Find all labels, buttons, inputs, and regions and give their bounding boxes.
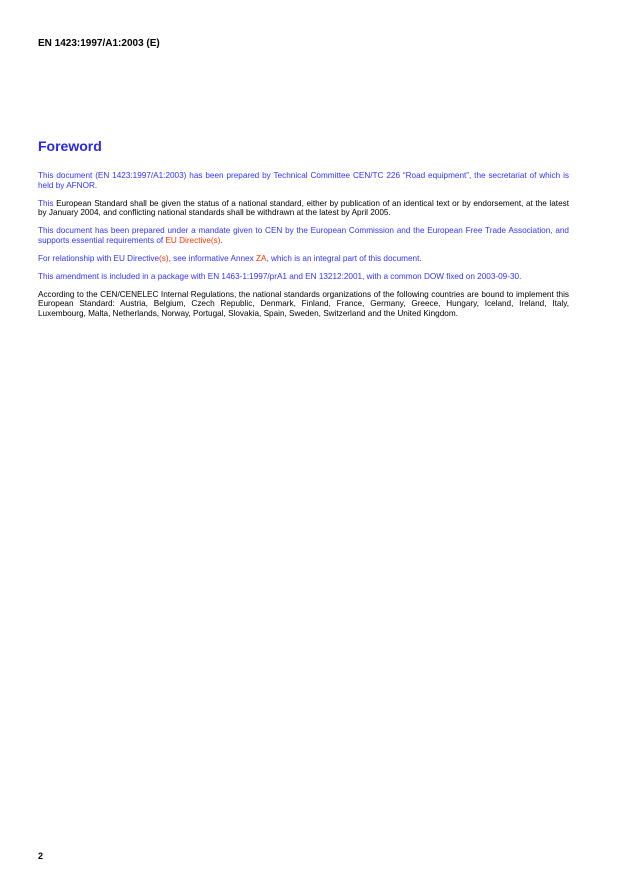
paragraph-amendment: This amendment is included in a package with EN 1463-1:1997/prA1 and EN 13212:2001, with a common DOW fixed on 2003-09-30.: [38, 271, 522, 281]
relationship-text-e: , which is an integral part of this document.: [266, 253, 422, 263]
foreword-heading: Foreword: [38, 138, 102, 154]
paragraph-relationship: [38, 254, 569, 264]
relationship-text-s: (s): [159, 253, 169, 263]
paragraph-preparation: This document (EN 1423:1997/A1:2003) has been prepared by Technical Committee CEN/TC 226 “Road equipment”, the secretariat of which is held by AFNOR.: [38, 171, 569, 190]
paragraph-regulations: According to the CEN/CENELEC Internal Regulations, the national standards organizations of the following countries are bound to implement this European Standard: Austria, Belgium, Czech Republic, Denmark, Finland, France, Germany, Greece, Hungary, Iceland, Ireland, Italy, Luxembourg, Malta, Netherlands, Norway, Portugal, Slovakia, Spain, Sweden, Switzerland and the United Kingdom.: [38, 289, 569, 318]
annex-reference: ZA: [255, 253, 267, 263]
paragraph-mandate-text: This document has been prepared under a mandate given to CEN by the European Commission and the European Free Trade Association, and supports essential requirements of: [38, 226, 569, 245]
paragraph-status: [38, 199, 569, 218]
paragraph-status-lead: This: [38, 198, 54, 208]
page-number: 2: [38, 851, 44, 861]
relationship-text-c: , see informative Annex: [168, 253, 256, 263]
document-identifier: EN 1423:1997/A1:2003 (E): [38, 38, 160, 49]
relationship-text-a: For relationship with EU Directive: [38, 253, 160, 263]
paragraph-status-text: European Standard shall be given the status of a national standard, either by publication of an identical text or by endorsement, at the latest by January 2004, and conflicting national standards shall be withdrawn at the latest by April 2005.: [38, 198, 569, 218]
paragraph-mandate: [38, 226, 569, 245]
paragraph-mandate-end: .: [220, 235, 223, 245]
eu-directive-reference: EU Directive(s): [165, 235, 221, 245]
foreword-body: [38, 171, 569, 327]
